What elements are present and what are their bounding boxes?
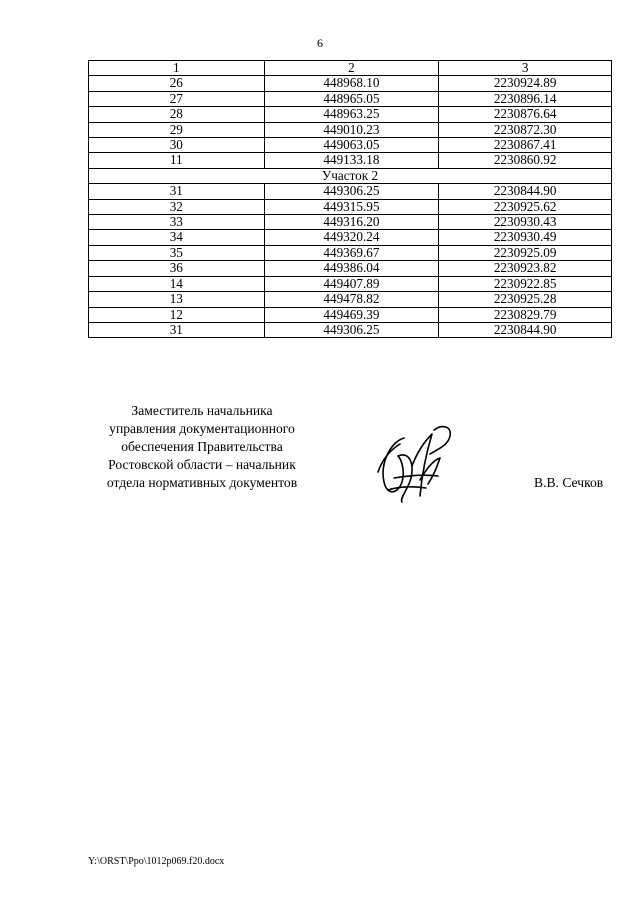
x-coordinate-cell: 448963.25 bbox=[264, 107, 439, 122]
point-number-cell: 33 bbox=[89, 215, 265, 230]
point-number-cell: 29 bbox=[89, 122, 265, 137]
x-coordinate-cell: 449316.20 bbox=[264, 215, 439, 230]
table-row bbox=[89, 261, 612, 276]
point-number-cell: 31 bbox=[89, 184, 265, 199]
x-coordinate-cell: 449315.95 bbox=[264, 199, 439, 214]
y-coordinate-cell: 2230922.85 bbox=[439, 276, 612, 291]
x-coordinate-cell: 449306.25 bbox=[264, 322, 439, 337]
x-coordinate-cell: 449306.25 bbox=[264, 184, 439, 199]
table-row bbox=[89, 199, 612, 214]
x-coordinate-cell: 448965.05 bbox=[264, 91, 439, 106]
x-coordinate-cell: 449133.18 bbox=[264, 153, 439, 168]
point-number-cell: 11 bbox=[89, 153, 265, 168]
x-coordinate-cell: 449010.23 bbox=[264, 122, 439, 137]
signatory-title-line: обеспечения Правительства bbox=[121, 439, 283, 454]
signatory-title-line: Заместитель начальника bbox=[131, 403, 273, 418]
signatory-name: В.В. Сечков bbox=[534, 475, 604, 490]
x-coordinate-cell: 449320.24 bbox=[264, 230, 439, 245]
table-row bbox=[89, 138, 612, 153]
y-coordinate-cell: 2230867.41 bbox=[439, 138, 612, 153]
y-coordinate-cell: 3 bbox=[439, 61, 612, 76]
table-row bbox=[89, 322, 612, 337]
y-coordinate-cell: 2230930.49 bbox=[439, 230, 612, 245]
y-coordinate-cell: 2230924.89 bbox=[439, 76, 612, 91]
table-row bbox=[89, 122, 612, 137]
y-coordinate-cell: 2230860.92 bbox=[439, 153, 612, 168]
y-coordinate-cell: 2230923.82 bbox=[439, 261, 612, 276]
table-header-row bbox=[89, 61, 612, 76]
point-number-cell: 13 bbox=[89, 292, 265, 307]
y-coordinate-cell: 2230844.90 bbox=[439, 184, 612, 199]
table-row bbox=[89, 107, 612, 122]
handwritten-signature bbox=[372, 420, 462, 504]
y-coordinate-cell: 2230876.64 bbox=[439, 107, 612, 122]
y-coordinate-cell: 2230896.14 bbox=[439, 91, 612, 106]
y-coordinate-cell: 2230925.09 bbox=[439, 245, 612, 260]
point-number-cell: 30 bbox=[89, 138, 265, 153]
point-number-cell: 14 bbox=[89, 276, 265, 291]
table-row bbox=[89, 153, 612, 168]
coordinates-table-body bbox=[89, 61, 612, 338]
y-coordinate-cell: 2230930.43 bbox=[439, 215, 612, 230]
point-number-cell: 26 bbox=[89, 76, 265, 91]
x-coordinate-cell: 449369.67 bbox=[264, 245, 439, 260]
table-row bbox=[89, 76, 612, 91]
y-coordinate-cell: 2230829.79 bbox=[439, 307, 612, 322]
section-row bbox=[89, 168, 612, 183]
point-number-cell: 1 bbox=[89, 61, 265, 76]
x-coordinate-cell: 449386.04 bbox=[264, 261, 439, 276]
y-coordinate-cell: 2230872.30 bbox=[439, 122, 612, 137]
x-coordinate-cell: 449478.82 bbox=[264, 292, 439, 307]
x-coordinate-cell: 449063.05 bbox=[264, 138, 439, 153]
y-coordinate-cell: 2230925.62 bbox=[439, 199, 612, 214]
point-number-cell: 12 bbox=[89, 307, 265, 322]
point-number-cell: 31 bbox=[89, 322, 265, 337]
page-number: 6 bbox=[317, 36, 323, 50]
x-coordinate-cell: 449407.89 bbox=[264, 276, 439, 291]
table-row bbox=[89, 230, 612, 245]
table-row bbox=[89, 245, 612, 260]
x-coordinate-cell: 449469.39 bbox=[264, 307, 439, 322]
point-number-cell: 27 bbox=[89, 91, 265, 106]
coordinates-table bbox=[88, 60, 612, 338]
point-number-cell: 36 bbox=[89, 261, 265, 276]
x-coordinate-cell: 2 bbox=[264, 61, 439, 76]
table-row bbox=[89, 215, 612, 230]
signatory-title-line: отдела нормативных документов bbox=[106, 475, 298, 490]
point-number-cell: 32 bbox=[89, 199, 265, 214]
table-row bbox=[89, 307, 612, 322]
point-number-cell: 34 bbox=[89, 230, 265, 245]
point-number-cell: 35 bbox=[89, 245, 265, 260]
table-row bbox=[89, 276, 612, 291]
table-row bbox=[89, 292, 612, 307]
signatory-title-line: управления документационного bbox=[109, 421, 295, 436]
table-row bbox=[89, 184, 612, 199]
y-coordinate-cell: 2230844.90 bbox=[439, 322, 612, 337]
signatory-title-line: Ростовской области – начальник bbox=[108, 457, 296, 472]
table-row bbox=[89, 91, 612, 106]
point-number-cell: 28 bbox=[89, 107, 265, 122]
y-coordinate-cell: 2230925.28 bbox=[439, 292, 612, 307]
x-coordinate-cell: 448968.10 bbox=[264, 76, 439, 91]
signatory-title bbox=[90, 402, 314, 492]
file-path: Y:\ORST\Ppo\1012p069.f20.docx bbox=[88, 856, 225, 867]
section-label: Участок 2 bbox=[89, 168, 612, 183]
